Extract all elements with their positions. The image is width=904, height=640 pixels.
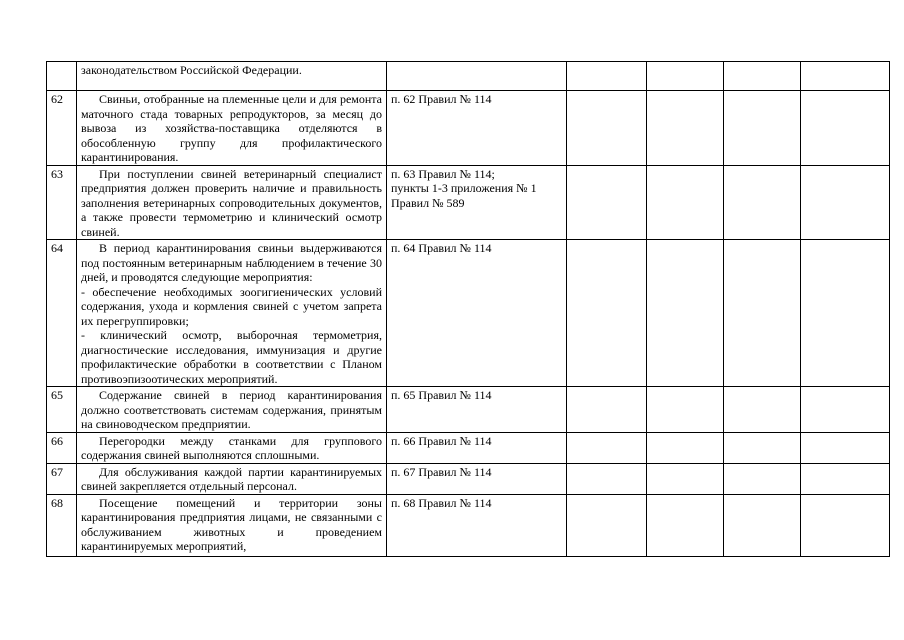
empty-cell bbox=[801, 91, 890, 166]
table-row bbox=[47, 463, 890, 494]
row-reference: п. 64 Правил № 114 bbox=[387, 240, 567, 387]
empty-cell bbox=[724, 494, 801, 556]
row-reference: п. 68 Правил № 114 bbox=[387, 494, 567, 556]
table-row bbox=[47, 387, 890, 433]
row-number: 66 bbox=[47, 432, 77, 463]
row-reference: п. 63 Правил № 114; пункты 1-3 приложения № 1 Правил № 589 bbox=[387, 165, 567, 240]
row-number: 63 bbox=[47, 165, 77, 240]
empty-cell bbox=[801, 432, 890, 463]
empty-cell bbox=[567, 463, 647, 494]
empty-cell bbox=[567, 387, 647, 433]
requirements-table bbox=[46, 61, 890, 557]
empty-cell bbox=[567, 240, 647, 387]
empty-cell bbox=[724, 432, 801, 463]
empty-cell bbox=[647, 91, 724, 166]
table-row bbox=[47, 91, 890, 166]
row-number bbox=[47, 62, 77, 91]
empty-cell bbox=[567, 165, 647, 240]
empty-cell bbox=[724, 62, 801, 91]
empty-cell bbox=[647, 432, 724, 463]
empty-cell bbox=[567, 432, 647, 463]
empty-cell bbox=[801, 165, 890, 240]
row-number: 64 bbox=[47, 240, 77, 387]
table-row bbox=[47, 165, 890, 240]
empty-cell bbox=[567, 91, 647, 166]
row-description: Содержание свиней в период карантинирования должно соответствовать системам содержания, принятым на свиноводческом предприятии. bbox=[77, 387, 387, 433]
empty-cell bbox=[647, 165, 724, 240]
row-description: законодательством Российской Федерации. bbox=[77, 62, 387, 91]
empty-cell bbox=[567, 494, 647, 556]
table-row bbox=[47, 432, 890, 463]
table-row bbox=[47, 494, 890, 556]
row-reference: п. 62 Правил № 114 bbox=[387, 91, 567, 166]
empty-cell bbox=[647, 387, 724, 433]
empty-cell bbox=[801, 240, 890, 387]
row-reference bbox=[387, 62, 567, 91]
empty-cell bbox=[801, 463, 890, 494]
empty-cell bbox=[724, 240, 801, 387]
table-row bbox=[47, 240, 890, 387]
row-reference: п. 67 Правил № 114 bbox=[387, 463, 567, 494]
empty-cell bbox=[801, 387, 890, 433]
empty-cell bbox=[801, 494, 890, 556]
row-description: При поступлении свиней ветеринарный специалист предприятия должен проверить наличие и правильность заполнения ветеринарных сопроводительных документов, а также провести термометрию и клинический осмотр свиней. bbox=[77, 165, 387, 240]
row-number: 62 bbox=[47, 91, 77, 166]
empty-cell bbox=[647, 62, 724, 91]
table-row bbox=[47, 62, 890, 91]
row-reference: п. 65 Правил № 114 bbox=[387, 387, 567, 433]
empty-cell bbox=[647, 240, 724, 387]
empty-cell bbox=[801, 62, 890, 91]
row-description: Посещение помещений и территории зоны карантинирования предприятия лицами, не связанными с обслуживанием животных и проведением карантинируемых мероприятий, bbox=[77, 494, 387, 556]
row-number: 65 bbox=[47, 387, 77, 433]
row-number: 68 bbox=[47, 494, 77, 556]
row-reference: п. 66 Правил № 114 bbox=[387, 432, 567, 463]
empty-cell bbox=[724, 165, 801, 240]
empty-cell bbox=[724, 463, 801, 494]
empty-cell bbox=[724, 387, 801, 433]
empty-cell bbox=[647, 463, 724, 494]
row-description: Свиньи, отобранные на племенные цели и для ремонта маточного стада товарных репродукторов, за месяц до вывоза из хозяйства-поставщика отделяются в обособленную группу для профилактического карантинирования. bbox=[77, 91, 387, 166]
row-description: Перегородки между станками для группового содержания свиней выполняются сплошными. bbox=[77, 432, 387, 463]
row-description: В период карантинирования свиньи выдерживаются под постоянным ветеринарным наблюдением в течение 30 дней, и проводятся следующие мероприятия: - обеспечение необходимых зоогигиенических условий содержания, ухода и кормления свиней с учетом запрета их перегруппировки; - клинический осмотр, выборочная термометрия, диагностические исследования, иммунизация и другие профилактические обработки в соответствии с Планом противоэпизоотических мероприятий. bbox=[77, 240, 387, 387]
empty-cell bbox=[567, 62, 647, 91]
row-number: 67 bbox=[47, 463, 77, 494]
empty-cell bbox=[724, 91, 801, 166]
empty-cell bbox=[647, 494, 724, 556]
row-description: Для обслуживания каждой партии карантинируемых свиней закрепляется отдельный персонал. bbox=[77, 463, 387, 494]
